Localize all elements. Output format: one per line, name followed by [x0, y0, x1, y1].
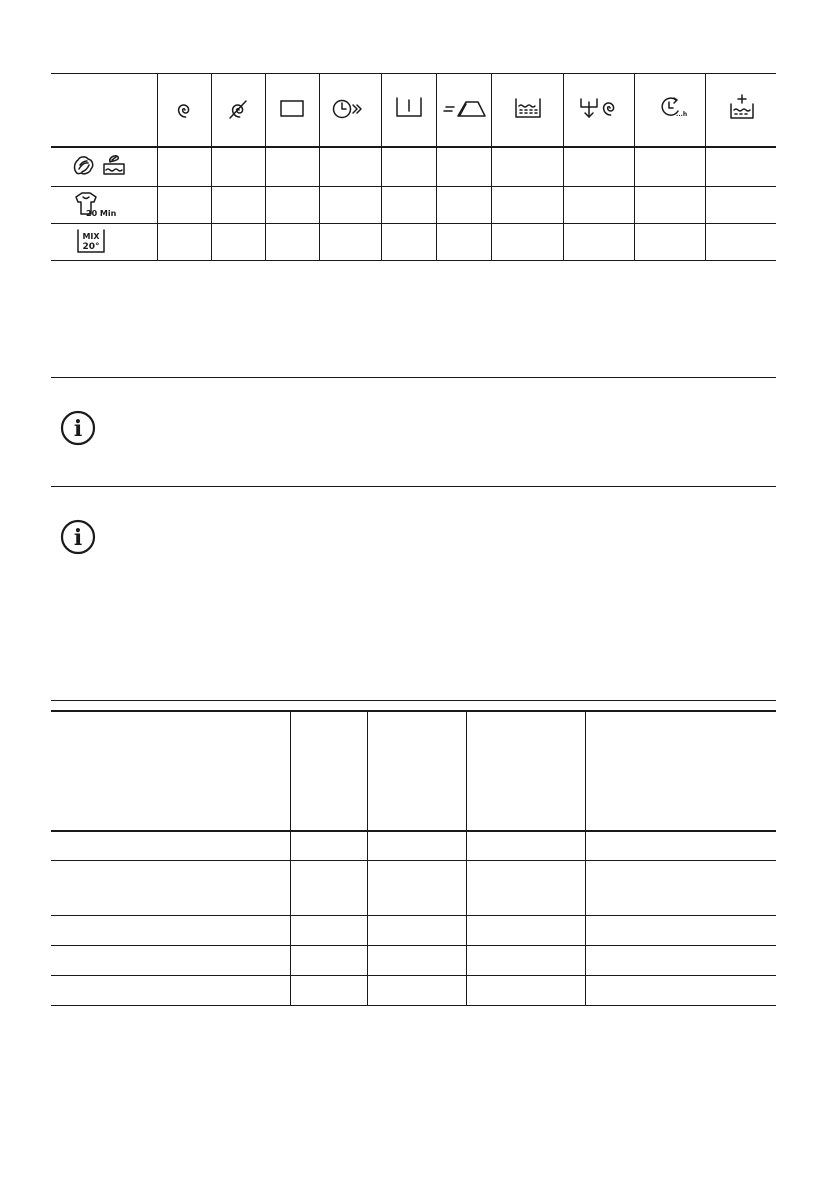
table2-column-divider	[585, 712, 586, 1006]
extra-rinse-icon	[729, 94, 755, 124]
table1-column-divider	[436, 73, 437, 261]
table1-column-divider	[634, 73, 635, 261]
info-glyph: i	[73, 416, 83, 442]
table1-column-divider	[705, 73, 706, 261]
table1-column-divider	[563, 73, 564, 261]
table1-column-divider	[157, 73, 158, 261]
wool-programme-icon	[72, 152, 132, 182]
table1-column-divider	[265, 73, 266, 261]
20-min-programme-icon	[74, 192, 134, 222]
drain-spin-icon	[580, 96, 620, 124]
prewash-icon	[396, 96, 422, 122]
mix-label: MIX	[82, 232, 100, 241]
table1-bottom-rule	[51, 260, 776, 261]
table1-column-divider	[211, 73, 212, 261]
mix-20-programme-icon	[76, 228, 106, 258]
svg-text:...h: ...h	[676, 111, 688, 118]
table2-row-rule	[51, 915, 776, 916]
stain-icon	[515, 97, 541, 123]
easy-iron-icon	[444, 99, 488, 123]
table2-column-divider	[466, 712, 467, 1006]
info-glyph: i	[73, 525, 83, 551]
table2-top-rule	[51, 710, 776, 712]
table2-row-rule	[51, 860, 776, 861]
table2-column-divider	[290, 712, 291, 1006]
time-save-icon	[332, 98, 362, 124]
20-min-label: 20 Min	[86, 209, 117, 218]
table2-row-rule	[51, 975, 776, 976]
table1-column-divider	[491, 73, 492, 261]
table2-header-rule	[51, 830, 776, 832]
table1-row-rule	[51, 186, 776, 187]
info-icon	[60, 410, 96, 450]
note-separator	[51, 486, 776, 487]
table2-column-divider	[367, 712, 368, 1006]
table1-top-rule	[51, 73, 776, 74]
delay-start-icon	[659, 96, 687, 124]
table1-header-rule	[51, 146, 776, 148]
table1-column-divider	[319, 73, 320, 261]
info-icon	[60, 519, 96, 559]
spin-icon	[174, 100, 194, 124]
table2-row-rule	[51, 945, 776, 946]
mix-temp-label: 20°	[82, 242, 100, 252]
table2-section-rule	[51, 700, 776, 701]
table2-bottom-rule	[51, 1005, 776, 1006]
no-spin-icon	[228, 100, 248, 124]
table1-column-divider	[381, 73, 382, 261]
note-separator	[51, 377, 776, 378]
rinse-hold-icon	[280, 98, 304, 122]
table1-row-rule	[51, 223, 776, 224]
